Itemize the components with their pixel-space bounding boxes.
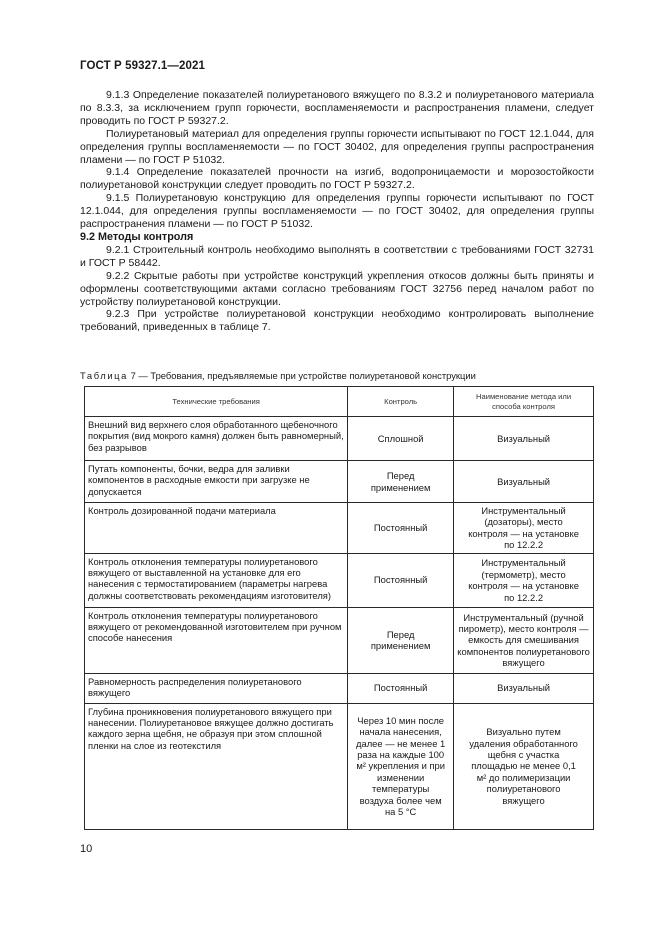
table-row [85, 607, 594, 673]
document-header: ГОСТ Р 59327.1—2021 [80, 60, 205, 72]
method-cell: Инструментальный (термометр), место контроля — на установке по 12.2.2 [454, 553, 594, 607]
method-cell: Визуальный [454, 461, 594, 503]
method-cell: Визуально путем удаления обработанного щебня с участка площадью не менее 0,1 м² до полимеризации полиуретанового вяжущего [454, 703, 594, 829]
table-header-row [85, 387, 594, 417]
table-row [85, 553, 594, 607]
column-header: Технические требования [85, 387, 348, 417]
table-row [85, 703, 594, 829]
control-cell: Перед применением [348, 461, 454, 503]
requirement-cell: Внешний вид верхнего слоя обработанного щебеночного покрытия (вид мокрого камня) должен быть равномерный, без разрывов [85, 417, 348, 461]
method-cell: Инструментальный (ручной пирометр), место контроля — емкость для смешивания компонентов полиуретанового вяжущего [454, 607, 594, 673]
table-row [85, 673, 594, 703]
paragraph: 9.2.3 При устройстве полиуретановой конструкции необходимо контролировать выполнение требований, приведенных в таблице 7. [80, 308, 594, 334]
column-header: Наименование метода или способа контроля [454, 387, 594, 417]
table-row [85, 417, 594, 461]
paragraph: Полиуретановый материал для определения группы горючести испытывают по ГОСТ 12.1.044, для определения группы воспламеняемости — по ГОСТ 30402, для определения группы распространения пламени — по ГОСТ Р 51032. [80, 127, 594, 166]
requirements-table [84, 386, 594, 830]
method-cell: Визуальный [454, 417, 594, 461]
table-caption [80, 370, 476, 381]
body-text [80, 89, 594, 334]
requirement-cell: Равномерность распределения полиуретанового вяжущего [85, 673, 348, 703]
table-row [85, 503, 594, 554]
paragraph: 9.2.1 Строительный контроль необходимо выполнять в соответствии с требованиями ГОСТ 32731 и ГОСТ Р 58442. [80, 243, 594, 269]
paragraph: 9.1.5 Полиуретановую конструкцию для определения группы горючести испытывают по ГОСТ 12.1.044, для определения группы воспламеняемости — по ГОСТ 30402, для определения группы распространения пламени — по ГОСТ Р 51032. [80, 192, 594, 231]
control-cell: Постоянный [348, 503, 454, 554]
requirement-cell: Контроль отклонения температуры полиуретанового вяжущего от рекомендованной изготовителем при ручном способе нанесения [85, 607, 348, 673]
paragraph: 9.1.4 Определение показателей прочности на изгиб, водопроницаемости и морозостойкости полиуретановой конструкции следует проводить по ГОСТ Р 59327.2. [80, 166, 594, 192]
method-cell: Визуальный [454, 673, 594, 703]
table-row [85, 461, 594, 503]
control-cell: Сплошной [348, 417, 454, 461]
paragraph: 9.2.2 Скрытые работы при устройстве конструкций укрепления откосов должны быть приняты и оформлены соответствующими актами согласно требованиям ГОСТ 32756 перед началом работ по устройству полиуретановой конструкции. [80, 269, 594, 308]
control-cell: Постоянный [348, 553, 454, 607]
requirement-cell: Путать компоненты, бочки, ведра для заливки компонентов в расходные емкости при загрузке не допускается [85, 461, 348, 503]
table-caption-text: 7 — Требования, предъявляемые при устройстве полиуретановой конструкции [130, 370, 476, 381]
column-header: Контроль [348, 387, 454, 417]
control-cell: Через 10 мин после начала нанесения, далее — не менее 1 раза на каждые 100 м² укрепления и при изменении температуры воздуха более чем на 5 °С [348, 703, 454, 829]
requirement-cell: Контроль дозированной подачи материала [85, 503, 348, 554]
control-cell: Постоянный [348, 673, 454, 703]
control-cell: Перед применением [348, 607, 454, 673]
requirement-cell: Контроль отклонения температуры полиуретанового вяжущего от выставленной на установке для его нанесения с термостатированием (параметры нагрева должны соответствовать рекомендациям изготовителя) [85, 553, 348, 607]
table-caption-label: Таблица [80, 370, 128, 381]
method-cell: Инструментальный (дозаторы), место контроля — на установке по 12.2.2 [454, 503, 594, 554]
section-title: 9.2 Методы контроля [80, 230, 194, 243]
requirement-cell: Глубина проникновения полиуретанового вяжущего при нанесении. Полиуретановое вяжущее должно достигать каждого зерна щебня, не образуя при этом сплошной пленки на слое из геотекстиля [85, 703, 348, 829]
page-number: 10 [80, 843, 93, 855]
paragraph: 9.1.3 Определение показателей полиуретанового вяжущего по 8.3.2 и полиуретанового материала по 8.3.3, за исключением групп горючести, воспламеняемости и распространения пламени, следует проводить по ГОСТ Р 59327.2. [80, 89, 594, 127]
